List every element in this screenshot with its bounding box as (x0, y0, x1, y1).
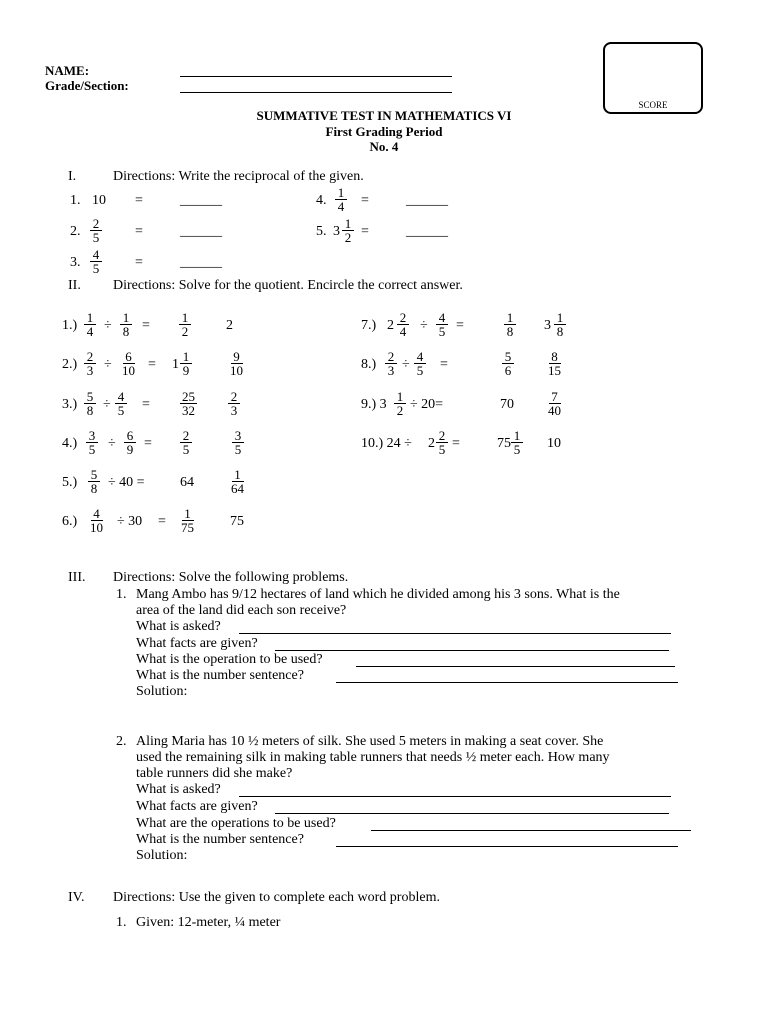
part1-roman: I. (68, 169, 77, 184)
p2-item7-choice-a[interactable] (504, 311, 516, 338)
numerator: 1 (511, 429, 523, 443)
p4-item1-num: 1. (116, 915, 127, 930)
p2-item3-choice-b[interactable] (228, 390, 240, 417)
p3-problem2-facts-line[interactable] (275, 813, 669, 814)
p2-item8-equals: = (440, 357, 448, 372)
denominator: 5 (182, 442, 190, 457)
numerator: 1 (120, 311, 132, 325)
p2-item10-choice-b[interactable]: 10 (547, 436, 561, 451)
denominator: 2 (344, 230, 352, 245)
denominator: 8 (86, 403, 94, 418)
p2-item10-choice-a[interactable] (511, 429, 523, 456)
denominator: 9 (182, 363, 190, 378)
denominator: 10 (230, 363, 243, 378)
p2-item8-choice-a[interactable] (502, 350, 514, 377)
p2-item10-equals: = (452, 436, 460, 451)
p4-item1-given: Given: 12-meter, ¼ meter (136, 915, 281, 930)
p2-item4-divisor (124, 429, 136, 456)
p3-problem2-q-operations: What are the operations to be used? (136, 816, 336, 831)
p1-item1-equals: = (135, 193, 143, 208)
p2-item7-choice-b-whole[interactable]: 3 (544, 318, 551, 333)
denominator: 2 (396, 403, 404, 418)
p2-item9-label: 9.) 3 (361, 397, 387, 412)
p2-item5-rest: ÷ 40 = (108, 475, 145, 490)
p2-item2-choice-a-whole[interactable]: 1 (172, 357, 179, 372)
p3-problem2-num: 2. (116, 734, 127, 749)
denominator: 32 (182, 403, 195, 418)
numerator: 5 (84, 390, 96, 404)
score-box (603, 42, 703, 114)
p2-item7-dividend (397, 311, 409, 338)
p3-problem2-operations-line[interactable] (371, 830, 691, 831)
denominator: 5 (438, 442, 446, 457)
numerator: 1 (179, 311, 191, 325)
numerator: 25 (182, 389, 195, 404)
p1-item5-num: 5. (316, 224, 327, 239)
p1-item3-equals: = (135, 255, 143, 270)
numerator: 1 (180, 350, 192, 364)
denominator: 5 (88, 442, 96, 457)
part1-directions: Directions: Write the reciprocal of the given. (113, 169, 364, 184)
p2-item4-divide: ÷ (108, 436, 116, 451)
p2-item1-choice-a[interactable] (179, 311, 191, 338)
p3-problem2-text-line1: Aling Maria has 10 ½ meters of silk. She used 5 meters in making a seat cover. She (136, 734, 604, 749)
denominator: 8 (122, 324, 130, 339)
numerator: 2 (385, 350, 397, 364)
name-line[interactable] (180, 76, 452, 77)
numerator: 1 (84, 311, 96, 325)
p1-item4-num: 4. (316, 193, 327, 208)
denominator: 8 (506, 324, 514, 339)
p3-problem2-q-asked: What is asked? (136, 782, 221, 797)
p2-item6-equals: = (158, 514, 166, 529)
numerator: 1 (232, 468, 244, 482)
p1-item5-whole: 3 (333, 224, 340, 239)
denominator: 3 (387, 363, 395, 378)
part4-directions: Directions: Use the given to complete each word problem. (113, 890, 440, 905)
part2-directions: Directions: Solve for the quotient. Encircle the correct answer. (113, 278, 463, 293)
p3-problem2-sentence-line[interactable] (336, 846, 678, 847)
numerator: 1 (394, 390, 406, 404)
p3-problem1-text-line1: Mang Ambo has 9/12 hectares of land which he divided among his 3 sons. What is the (136, 587, 620, 602)
p2-item7-whole: 2 (387, 318, 394, 333)
numerator: 2 (84, 350, 96, 364)
p1-item2-answer[interactable]: ______ (180, 224, 222, 239)
part3-roman: III. (68, 570, 86, 585)
numerator: 4 (91, 507, 103, 521)
p1-item1-answer[interactable]: ______ (180, 193, 222, 208)
p1-item3-num: 3. (70, 255, 81, 270)
p2-item5-dividend (88, 468, 100, 495)
denominator: 5 (234, 442, 242, 457)
denominator: 5 (416, 363, 424, 378)
denominator: 5 (438, 324, 446, 339)
test-title: SUMMATIVE TEST IN MATHEMATICS VI (256, 108, 512, 123)
p2-item8-label: 8.) (361, 357, 377, 372)
p2-item8-divide: ÷ (402, 357, 410, 372)
numerator: 3 (232, 429, 244, 443)
denominator: 6 (504, 363, 512, 378)
numerator: 5 (88, 468, 100, 482)
denominator: 8 (556, 324, 564, 339)
p2-item10-label: 10.) 24 ÷ (361, 436, 412, 451)
p2-item4-choice-a[interactable] (180, 429, 192, 456)
denominator: 40 (548, 403, 561, 418)
p3-problem2-q-facts: What facts are given? (136, 799, 258, 814)
numerator: 1 (182, 507, 194, 521)
numerator: 8 (549, 350, 561, 364)
denominator: 9 (126, 442, 134, 457)
numerator: 9 (231, 350, 243, 364)
denominator: 4 (337, 199, 345, 214)
p2-item6-dividend (88, 507, 105, 534)
denominator: 5 (92, 261, 100, 276)
p2-item8-dividend (385, 350, 397, 377)
p2-item7-divisor (436, 311, 448, 338)
p2-item1-equals: = (142, 318, 150, 333)
p3-problem1-q-operation: What is the operation to be used? (136, 652, 323, 667)
p2-item3-divisor (115, 390, 127, 417)
test-number: No. 4 (369, 139, 399, 154)
p1-item5-equals: = (361, 224, 369, 239)
p3-problem1-text-line2: area of the land did each son receive? (136, 603, 347, 618)
denominator: 5 (92, 230, 100, 245)
denominator: 5 (513, 442, 521, 457)
p2-item10-dividend (436, 429, 448, 456)
p3-problem1-q-asked: What is asked? (136, 619, 221, 634)
p2-item2-label: 2.) (62, 357, 78, 372)
p2-item6-rest: ÷ 30 (117, 514, 143, 529)
p2-item2-divide: ÷ (104, 357, 112, 372)
numerator: 5 (502, 350, 514, 364)
p1-item4-equals: = (361, 193, 369, 208)
p3-problem1-num: 1. (116, 587, 127, 602)
denominator: 5 (117, 403, 125, 418)
p2-item2-dividend (84, 350, 96, 377)
p2-item7-divide: ÷ (420, 318, 428, 333)
grade-section-line[interactable] (180, 92, 452, 93)
grade-section-label: Grade/Section: (45, 78, 129, 93)
denominator: 10 (90, 520, 103, 535)
numerator: 4 (115, 390, 127, 404)
p1-item3-fraction (90, 248, 102, 275)
p2-item3-label: 3.) (62, 397, 78, 412)
p2-item1-dividend (84, 311, 96, 338)
numerator: 7 (549, 390, 561, 404)
denominator: 10 (122, 363, 135, 378)
p2-item9-choice-b[interactable] (546, 390, 563, 417)
p2-item8-divisor (414, 350, 426, 377)
denominator: 75 (181, 520, 194, 535)
p3-problem1-q-facts: What facts are given? (136, 636, 258, 651)
denominator: 15 (548, 363, 561, 378)
p2-item4-label: 4.) (62, 436, 78, 451)
p2-item4-equals: = (144, 436, 152, 451)
numerator: 4 (90, 248, 102, 262)
p2-item9-fraction (394, 390, 406, 417)
p2-item6-label: 6.) (62, 514, 78, 529)
p2-item2-equals: = (148, 357, 156, 372)
denominator: 8 (90, 481, 98, 496)
denominator: 2 (181, 324, 189, 339)
p2-item5-choice-a[interactable]: 64 (180, 475, 194, 490)
p2-item1-divide: ÷ (104, 318, 112, 333)
numerator: 2 (436, 429, 448, 443)
p1-item4-fraction (335, 186, 347, 213)
p1-item1-num: 1. (70, 193, 81, 208)
p2-item8-choice-b[interactable] (546, 350, 563, 377)
p2-item3-dividend (84, 390, 96, 417)
p2-item9-choice-a[interactable]: 70 (500, 397, 514, 412)
numerator: 4 (414, 350, 426, 364)
p2-item10-choice-a-whole[interactable]: 75 (497, 436, 511, 451)
p2-item5-choice-b[interactable] (229, 468, 246, 495)
p2-item7-choice-b[interactable] (554, 311, 566, 338)
p2-item1-label: 1.) (62, 318, 78, 333)
p3-problem1-q-sentence: What is the number sentence? (136, 668, 304, 683)
numerator: 1 (504, 311, 516, 325)
denominator: 3 (86, 363, 94, 378)
p2-item3-divide: ÷ (103, 397, 111, 412)
score-label: SCORE (638, 100, 668, 110)
numerator: 1 (342, 217, 354, 231)
p3-problem2-text-line2: used the remaining silk in making table runners that needs ½ meter each. How many (136, 750, 610, 765)
p2-item2-divisor (120, 350, 137, 377)
numerator: 1 (554, 311, 566, 325)
p2-item4-dividend (86, 429, 98, 456)
p1-item2-num: 2. (70, 224, 81, 239)
p3-problem1-facts-line[interactable] (275, 650, 669, 651)
denominator: 64 (231, 481, 244, 496)
part3-directions: Directions: Solve the following problems. (113, 570, 349, 585)
part4-roman: IV. (68, 890, 85, 905)
numerator: 4 (436, 311, 448, 325)
p3-problem2-text-line3: table runners did she make? (136, 766, 293, 781)
p2-item2-choice-b[interactable] (228, 350, 245, 377)
p2-item7-label: 7.) (361, 318, 377, 333)
p3-problem2-asked-line[interactable] (239, 796, 671, 797)
p3-problem2-solution: Solution: (136, 848, 188, 863)
denominator: 3 (230, 403, 238, 418)
name-label: NAME: (45, 63, 90, 78)
grading-period: First Grading Period (325, 124, 443, 139)
p3-problem1-sentence-line[interactable] (336, 682, 678, 683)
p2-item3-equals: = (142, 397, 150, 412)
p1-item5-fraction (342, 217, 354, 244)
p2-item10-whole: 2 (428, 436, 435, 451)
numerator: 6 (124, 429, 136, 443)
p1-item2-fraction (90, 217, 102, 244)
p2-item2-choice-a[interactable] (180, 350, 192, 377)
numerator: 6 (123, 350, 135, 364)
p3-problem2-q-sentence: What is the number sentence? (136, 832, 304, 847)
p2-item6-choice-b[interactable]: 75 (230, 514, 244, 529)
numerator: 2 (397, 311, 409, 325)
numerator: 2 (228, 390, 240, 404)
p2-item7-equals: = (456, 318, 464, 333)
p2-item6-choice-a[interactable] (179, 507, 196, 534)
p1-item2-equals: = (135, 224, 143, 239)
numerator: 1 (335, 186, 347, 200)
p2-item1-choice-b[interactable]: 2 (226, 318, 233, 333)
numerator: 2 (180, 429, 192, 443)
p3-problem1-operation-line[interactable] (356, 666, 675, 667)
denominator: 4 (86, 324, 94, 339)
p1-item5-answer[interactable]: ______ (406, 224, 448, 239)
p2-item4-choice-b[interactable] (232, 429, 244, 456)
p2-item3-choice-a[interactable] (180, 390, 197, 417)
p2-item5-label: 5.) (62, 475, 78, 490)
numerator: 2 (90, 217, 102, 231)
denominator: 4 (399, 324, 407, 339)
p1-item4-answer[interactable]: ______ (406, 193, 448, 208)
p1-item3-answer[interactable]: ______ (180, 255, 222, 270)
part2-roman: II. (68, 278, 81, 293)
numerator: 3 (86, 429, 98, 443)
p1-item1-value: 10 (92, 193, 106, 208)
p2-item1-divisor (120, 311, 132, 338)
p3-problem1-asked-line[interactable] (239, 633, 671, 634)
p3-problem1-solution: Solution: (136, 684, 188, 699)
p2-item9-rest: ÷ 20= (410, 397, 444, 412)
